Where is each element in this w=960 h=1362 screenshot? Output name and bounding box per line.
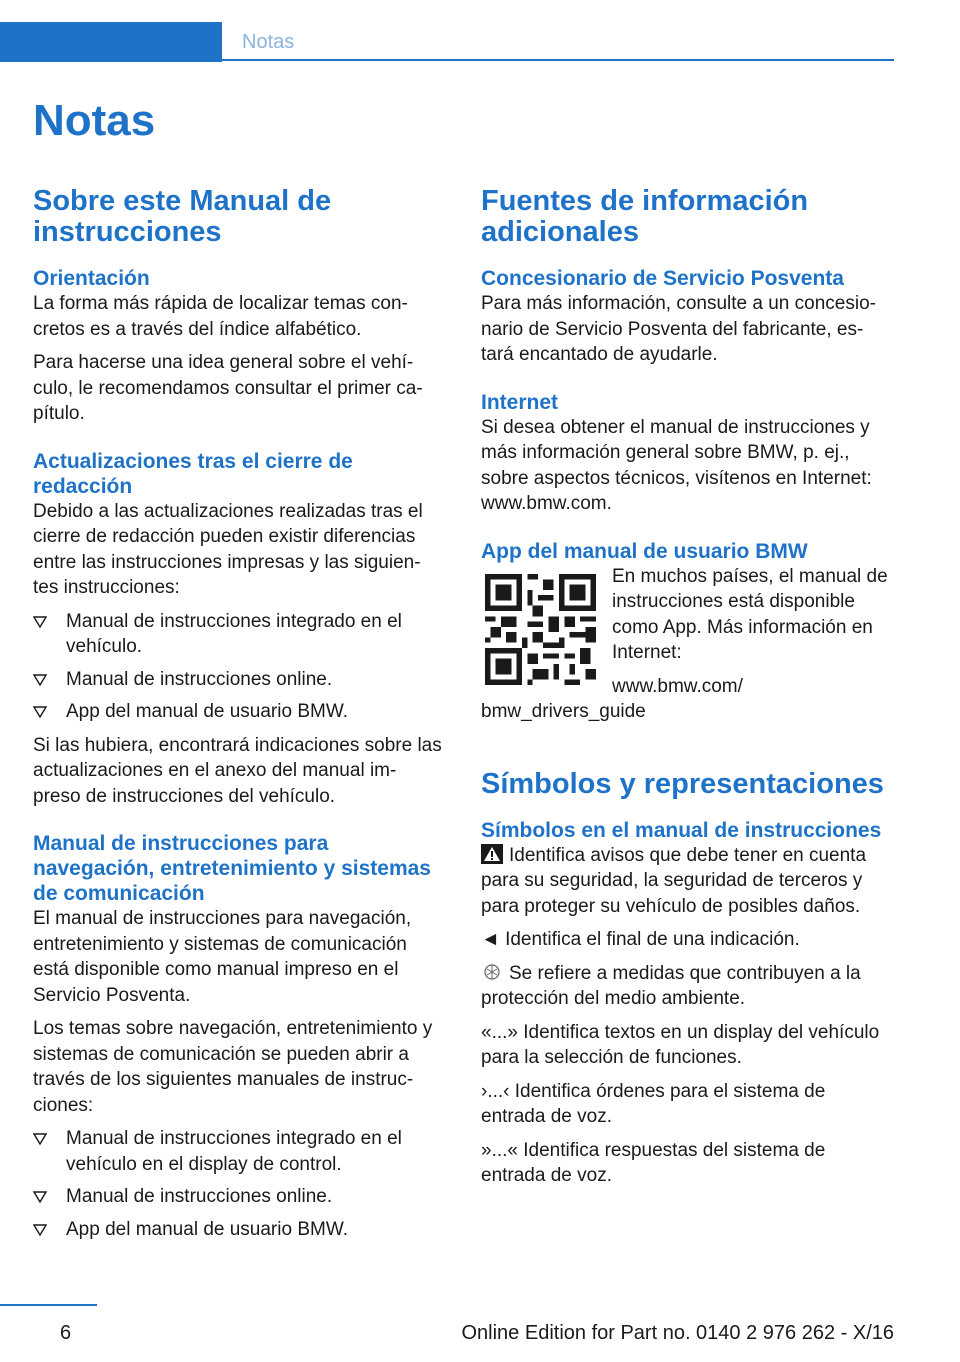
app-text-2: www.bmw.com/ bmw_drivers_guide	[481, 675, 743, 722]
actualizaciones-text-1: Debido a las actualizaciones realizadas tras el cierre de redacción pueden existir diferencias entre las instrucciones impresas y las siguien‐tes instrucciones:	[33, 500, 423, 598]
list-item	[33, 667, 443, 693]
qr-code-icon	[485, 574, 596, 685]
navegacion-list	[33, 1126, 443, 1242]
actualizaciones-text-2: Si las hubiera, encontrará indicaciones sobre las actualizaciones en el anexo del manual im‐preso de instrucciones del vehículo.	[33, 734, 442, 807]
orientacion-text-2: Para hacerse una idea general sobre el vehí‐culo, le recomendamos consultar el primer ca‐pítulo.	[33, 352, 423, 424]
app-text-1: En muchos países, el manual de instrucciones está disponible como App. Más información en Internet:	[612, 565, 888, 663]
list-item-text: App del manual de usuario BMW.	[66, 701, 348, 722]
display-text: «...» Identifica textos en un display del vehículo para la selección de funciones.	[481, 1021, 880, 1068]
actualizaciones-section	[33, 449, 443, 810]
page-title: Notas	[33, 96, 156, 145]
triangle-bullet-icon	[33, 699, 47, 724]
triangle-bullet-icon	[33, 1126, 47, 1151]
header-color-bar	[0, 22, 222, 62]
navegacion-text-2: Los temas sobre navegación, entretenimiento y sistemas de comunicación se pueden abrir a través de los siguientes manuales de instruc‐ciones:	[33, 1018, 433, 1116]
navegacion-heading: Manual de instrucciones para navegación, entretenimiento y sistemas de comunicación	[33, 832, 431, 905]
section-heading-manual: Sobre este Manual de instrucciones	[33, 185, 332, 248]
internet-text: Si desea obtener el manual de instrucciones y más información general sobre BMW, p. ej., sobre aspectos técnicos, visítenos en Internet: www.bmw.com.	[481, 416, 872, 514]
left-column	[33, 186, 443, 1250]
footer-rule	[0, 1304, 97, 1306]
concesionario-heading: Concesionario de Servicio Posventa	[481, 267, 844, 290]
list-item	[33, 1184, 443, 1210]
section-heading-simbolos: Símbolos y representaciones	[481, 767, 884, 800]
list-item	[33, 1126, 443, 1177]
list-item-text: App del manual de usuario BMW.	[66, 1218, 348, 1240]
triangle-bullet-icon	[33, 1217, 47, 1242]
warning-icon	[481, 844, 503, 864]
simbolos-heading: Símbolos en el manual de instrucciones	[481, 818, 882, 842]
app-section	[481, 539, 891, 733]
voice-command-text: ›...‹ Identifica órdenes para el sistema de entrada de voz.	[481, 1080, 826, 1127]
right-column	[481, 186, 891, 1197]
navegacion-text-1: El manual de instrucciones para navegación, entretenimiento y sistemas de comunicación está disponible como manual impreso en el Servicio Posventa.	[33, 908, 412, 1006]
orientacion-heading: Orientación	[33, 267, 150, 290]
orientacion-text-1: La forma más rápida de localizar temas con‐cretos es a través del índice alfabético.	[33, 293, 408, 340]
list-item-text: Manual de instrucciones online.	[66, 1186, 333, 1207]
simbolos-section	[481, 818, 891, 1189]
actualizaciones-heading: Actualizaciones tras el cierre de redacción	[33, 449, 353, 498]
footer-edition: Online Edition for Part no. 0140 2 976 262 - X/16	[461, 1322, 894, 1344]
header-section-label: Notas	[242, 31, 295, 53]
internet-heading: Internet	[481, 390, 559, 414]
simbolos-warning-paragraph	[481, 843, 891, 920]
list-item-text: Manual de instrucciones integrado en el vehículo.	[66, 610, 402, 657]
actualizaciones-list	[33, 609, 443, 725]
simbolos-env-paragraph	[481, 961, 891, 1012]
section-heading-fuentes: Fuentes de información adicionales	[481, 185, 809, 248]
page-number: 6	[60, 1322, 72, 1344]
voice-response-text: »...« Identifica respuestas del sistema de entrada de voz.	[481, 1139, 826, 1186]
orientacion-section	[33, 266, 443, 427]
warning-text: Identifica avisos que debe tener en cuenta para su seguridad, la seguridad de terceros y para proteger su vehículo de posibles daños.	[481, 844, 867, 917]
triangle-bullet-icon	[33, 1184, 47, 1209]
list-item-text: Manual de instrucciones integrado en el vehículo en el display de control.	[66, 1128, 402, 1175]
environment-icon	[481, 962, 503, 982]
triangle-bullet-icon	[33, 609, 47, 634]
internet-section	[481, 390, 891, 517]
list-item-text: Manual de instrucciones online.	[66, 668, 333, 690]
environment-text: Se refiere a medidas que contribuyen a la protección del medio ambiente.	[481, 962, 861, 1009]
header-rule	[222, 59, 894, 61]
end-marker-text: ◄ Identifica el final de una indicación.	[481, 929, 800, 950]
concesionario-text: Para más información, consulte a un concesio‐nario de Servicio Posventa del fabricante, es‐tará encantado de ayudarle.	[481, 293, 876, 365]
list-item	[33, 699, 443, 725]
concesionario-section	[481, 266, 891, 368]
app-heading: App del manual de usuario BMW	[481, 539, 808, 563]
list-item	[33, 1217, 443, 1243]
triangle-bullet-icon	[33, 667, 47, 692]
navegacion-section	[33, 831, 443, 1242]
list-item	[33, 609, 443, 660]
